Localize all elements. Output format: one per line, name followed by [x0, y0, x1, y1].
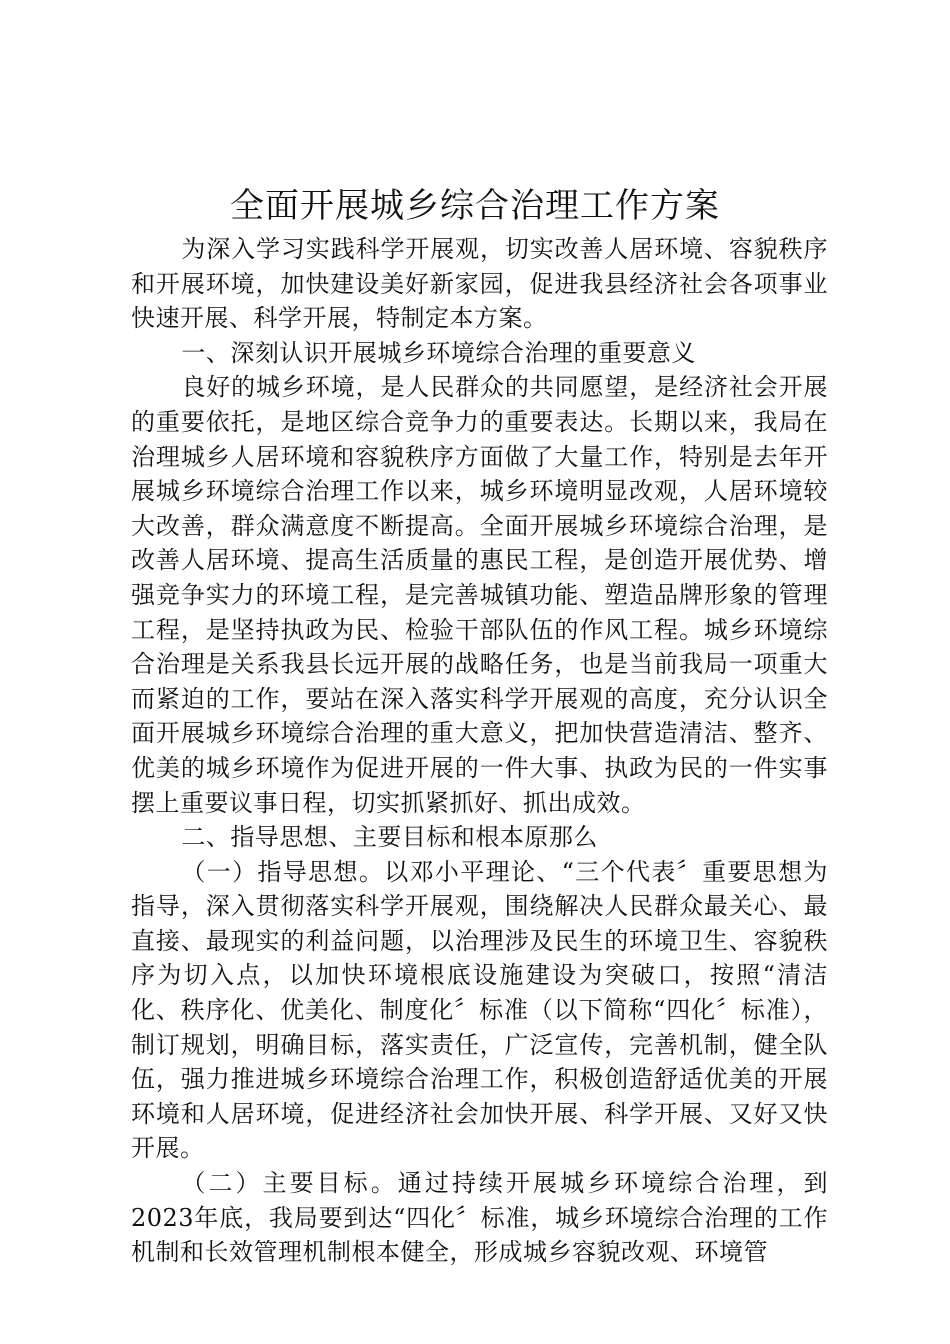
intro-paragraph: 为深入学习实践科学开展观，切实改善人居环境、容貌秩序和开展环境，加快建设美好新家园，促进我县经济社会各项事业快速开展、科学开展，特制定本方案。	[131, 235, 828, 333]
body-paragraph: 良好的城乡环境，是人民群众的共同愿望，是经济社会开展的重要依托，是地区综合竞争力的重要表达。长期以来，我局在治理城乡人居环境和容貌秩序方面做了大量工作，特别是去年开展城乡环境综合治理工作以来，城乡环境明显改观，人居环境较大改善，群众满意度不断提高。全面开展城乡环境综合治理，是改善人居环境、提高生活质量的惠民工程，是创造开展优势、增强竞争实力的环境工程，是完善城镇功能、塑造品牌形象的管理工程，是坚持执政为民、检验干部队伍的作风工程。城乡环境综合治理是关系我县长远开展的战略任务，也是当前我局一项重大而紧迫的工作，要站在深入落实科学开展观的高度，充分认识全面开展城乡环境综合治理的重大意义，把加快营造清洁、整齐、优美的城乡环境作为促进开展的一件大事、执政为民的一件实事摆上重要议事日程，切实抓紧抓好、抓出成效。	[131, 373, 828, 817]
main-goals-paragraph: （二）主要目标。通过持续开展城乡环境综合治理，到2023年底，我局要到达“四化〞标准，城乡环境综合治理的工作机制和长效管理机制根本健全，形成城乡容貌改观、环境管	[131, 1169, 828, 1267]
section-heading-1: 一、深刻认识开展城乡环境综合治理的重要意义	[181, 338, 696, 367]
document-title: 全面开展城乡综合治理工作方案	[230, 186, 720, 226]
guiding-ideology-paragraph: （一）指导思想。以邓小平理论、“三个代表〞重要思想为指导，深入贯彻落实科学开展观，围绕解决人民群众最关心、最直接、最现实的利益问题，以治理涉及民生的环境卫生、容貌秩序为切入点，以加快环境根底设施建设为突破口，按照“清洁化、秩序化、优美化、制度化〞标准（以下简称“四化〞标准），制订规划，明确目标，落实责任，广泛宣传，完善机制，健全队伍，强力推进城乡环境综合治理工作，积极创造舒适优美的开展环境和人居环境，促进经济社会加快开展、科学开展、又好又快开展。	[131, 857, 828, 1163]
section-heading-2: 二、指导思想、主要目标和根本原那么	[181, 823, 598, 852]
document-body	[131, 232, 828, 1270]
